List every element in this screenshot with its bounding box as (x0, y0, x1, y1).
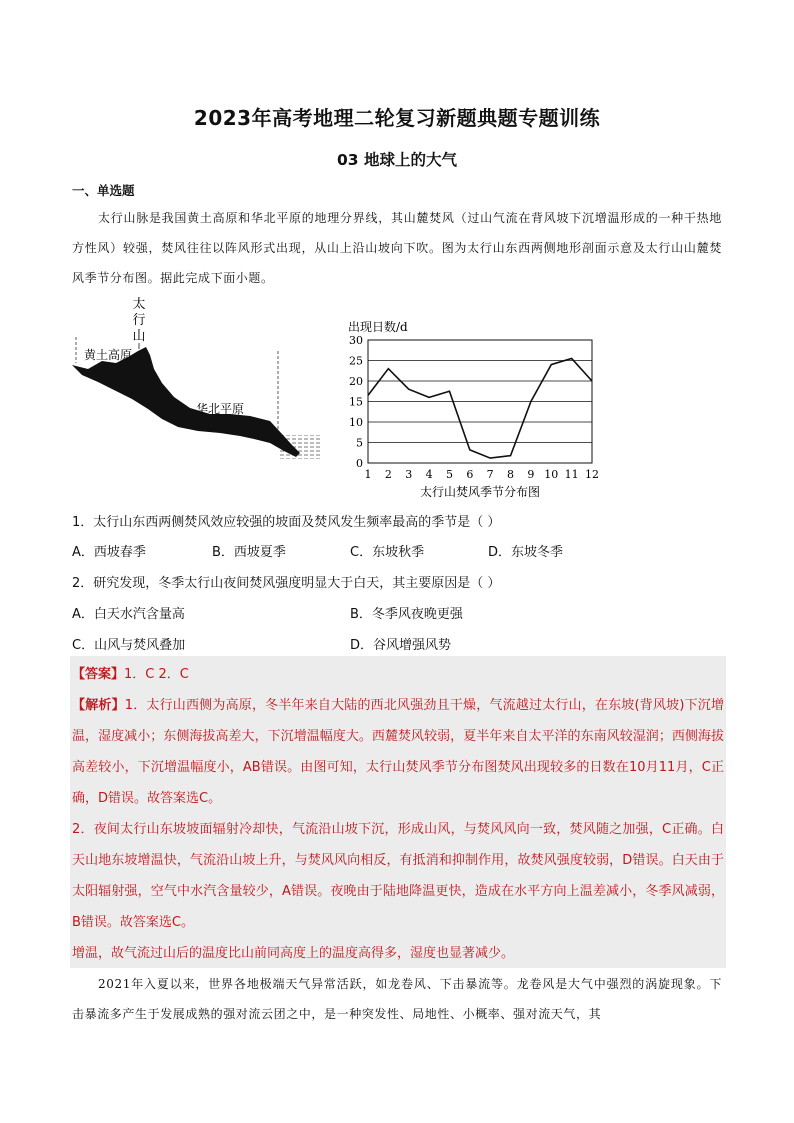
section-heading: 一、单选题 (72, 183, 135, 198)
q2-option-a: A．白天水汽含量高 (72, 607, 185, 622)
question-1-stem: 1．太行山东西两侧焚风效应较强的坡面及焚风发生频率最高的季节是（ ） (72, 515, 501, 530)
mountain-label-char-1: 太 (132, 297, 146, 312)
y-axis-label: 出现日数/d (348, 320, 408, 334)
analysis-q1-text: 1．太行山西侧为高原，冬半年来自大陆的西北风强劲且干燥，气流越过太行山，在东坡(背风坡)下沉增温，湿度减小；东侧海拔高差大，下沉增温幅度大。西麓焚风较弱，夏半年来自太平洋的东南风较湿润；西侧海拔高差较小，下沉增温幅度小，AB错误。由图可知，太行山焚风季节分布图焚风出现较多的日数在10月11月，C正确，D错误。故答案选C。 (72, 698, 724, 806)
mountain-label-char-3: 山 (132, 329, 146, 344)
answer-text: 1．C 2．C (124, 667, 189, 682)
analysis-tag: 【解析】 (72, 698, 125, 713)
answer-tag: 【答案】 (72, 667, 125, 682)
x-tick-label-11: 11 (564, 468, 579, 481)
x-tick-label-3: 3 (405, 468, 413, 481)
plain-label: 华北平原 (196, 402, 245, 416)
plateau-label: 黄土高原 (84, 348, 133, 362)
q1-option-d: D．东坡冬季 (488, 545, 564, 560)
q1-option-a: A．西坡春季 (72, 545, 146, 560)
y-tick-label-0: 0 (356, 457, 363, 470)
y-tick-label-5: 5 (356, 436, 363, 450)
q2-option-c: C．山风与焚风叠加 (72, 638, 186, 653)
x-tick-label-2: 2 (384, 468, 392, 481)
q1-option-c: C．东坡秋季 (350, 545, 425, 560)
x-tick-label-1: 1 (364, 468, 372, 481)
terrain-profile-figure (70, 293, 330, 468)
series-line-foehn-days (368, 358, 592, 458)
x-tick-label-10: 10 (544, 468, 559, 481)
analysis-q2: 2．夜间太行山东坡坡面辐射冷却快，气流沿山坡下沉，形成山风，与焚风风向一致，焚风随之加强，C正确。白天山地东坡增温快，气流沿山坡上升，与焚风风向相反，有抵消和抑制作用，故焚风强度较弱，D错误。白天由于太阳辐射强，空气中水汽含量较少，A错误。夜晚由于陆地降温更快，造成在水平方向上温差减小，冬季风减弱，B错误。故答案选C。 (72, 822, 724, 930)
terrain-silhouette (72, 347, 300, 457)
q2-option-d: D．谷风增强风势 (350, 638, 452, 653)
passage-taihang: 太行山脉是我国黄土高原和华北平原的地理分界线，其山麓焚风（过山气流在背风坡下沉增温形成的一种干热地方性风）较强，焚风往往以阵风形式出现，从山上沿山坡向下吹。图为太行山东西两侧地形剖面示意及太行山山麓焚风季节分布图。据此完成下面小题。 (72, 211, 722, 285)
y-tick-label-10: 10 (349, 416, 363, 429)
x-tick-label-12: 12 (585, 468, 599, 481)
chart-title: 太行山焚风季节分布图 (419, 485, 541, 499)
y-tick-label-15: 15 (349, 395, 363, 409)
x-tick-label-9: 9 (527, 468, 535, 481)
foehn-season-chart (340, 318, 610, 503)
document-subtitle: 03 地球上的大气 (337, 151, 457, 169)
x-tick-label-7: 7 (486, 468, 494, 481)
analysis-note: 增温，故气流过山后的温度比山前同高度上的温度高得多，湿度也显著减少。 (72, 946, 515, 961)
analysis-q1 (72, 690, 724, 814)
y-tick-label-25: 25 (349, 354, 363, 368)
y-tick-label-30: 30 (349, 334, 363, 347)
answer-line (72, 659, 724, 690)
q2-option-b: B．冬季风夜晚更强 (350, 607, 463, 622)
x-tick-label-5: 5 (445, 468, 453, 481)
mountain-label-char-2: 行 (132, 313, 146, 328)
x-tick-label-6: 6 (466, 468, 474, 481)
question-2-stem: 2．研究发现，冬季太行山夜间焚风强度明显大于白天，其主要原因是（ ） (72, 576, 501, 591)
passage-tornado: 2021年入夏以来，世界各地极端天气异常活跃，如龙卷风、下击暴流等。龙卷风是大气中强烈的涡旋现象。下击暴流多产生于发展成熟的强对流云团之中，是一种突发性、局地性、小概率、强对流天气，其 (72, 977, 722, 1021)
y-tick-label-20: 20 (349, 375, 363, 388)
q1-option-b: B．西坡夏季 (212, 545, 286, 560)
x-tick-label-8: 8 (507, 468, 515, 481)
document-title: 2023年高考地理二轮复习新题典题专题训练 (193, 106, 601, 130)
x-tick-label-4: 4 (425, 468, 433, 481)
